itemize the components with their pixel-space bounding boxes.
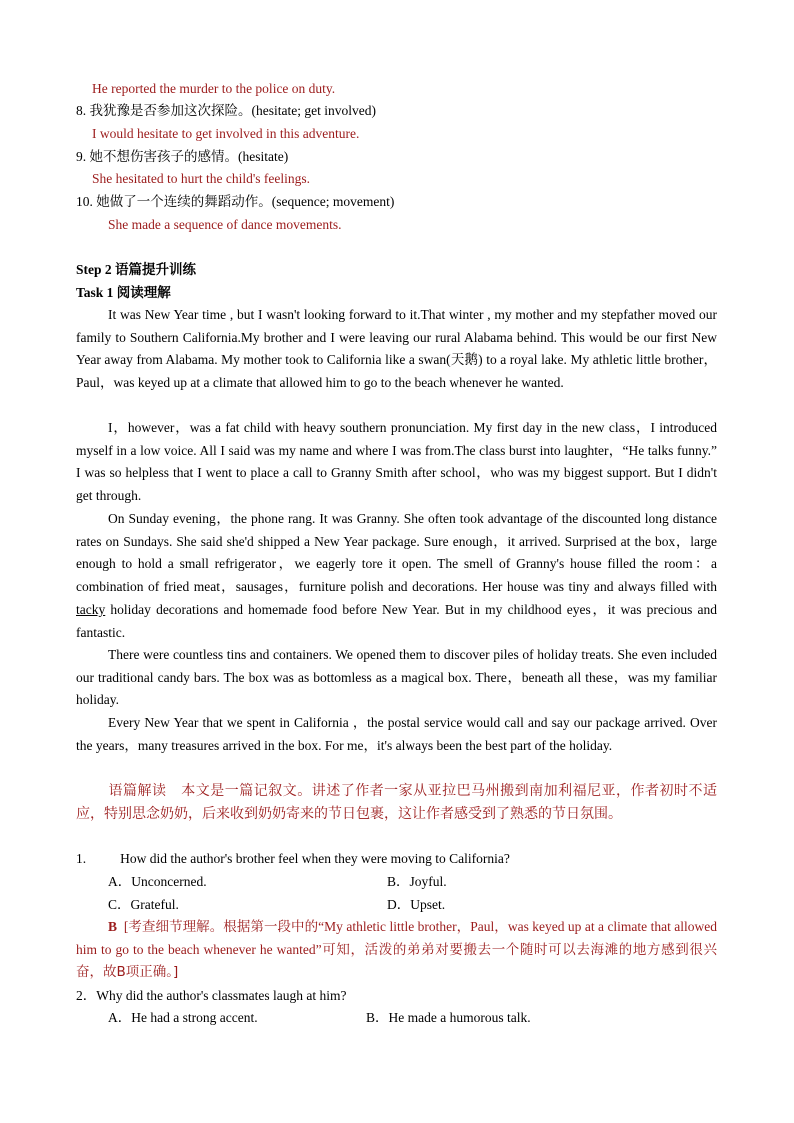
item-8 — [76, 100, 376, 122]
item-number: 8. — [76, 103, 87, 118]
item-number: 10. — [76, 194, 93, 209]
item-7-answer: He reported the murder to the police on duty. — [92, 81, 336, 96]
q2-option-b[interactable]: B．He made a humorous talk. — [366, 1010, 531, 1025]
item-8-answer: I would hesitate to get involved in this adventure. — [92, 126, 360, 141]
item-hint: (hesitate; get involved) — [251, 103, 376, 118]
question-number: 2． — [76, 988, 97, 1003]
question-1 — [76, 848, 510, 870]
item-hint: (sequence; movement) — [271, 194, 395, 209]
task-label: Task 1 — [76, 285, 114, 300]
step-label: Step 2 — [76, 262, 112, 277]
question-2 — [76, 985, 347, 1007]
passage-paragraph-4: There were countless tins and containers. We opened them to discover piles of holiday treats. She even included our traditional candy bars. The box was as bottomless as a magical box. There，beneath all these，was my familiar holiday. — [76, 647, 717, 708]
step-title: 语篇提升训练 — [115, 262, 197, 278]
item-hint: (hesitate) — [238, 149, 289, 164]
answer-key: B — [108, 919, 118, 934]
task-heading — [76, 282, 171, 304]
item-10 — [76, 191, 394, 213]
question-text: How did the author's brother feel when they were moving to California? — [120, 851, 510, 866]
option-d[interactable]: D．Upset. — [387, 897, 446, 912]
item-9 — [76, 146, 288, 168]
underlined-word: tacky — [76, 601, 106, 617]
question-1-explanation: B [考查细节理解。根据第一段中的“My athletic little brother，Paul，was keyed up at a climate that allowed him to go to the beach whenever he wanted”可知，活泼的弟弟对要搬去一个随时可以去海滩的地方感到很兴奋，故B项正确。] — [76, 919, 718, 981]
item-number: 9. — [76, 149, 87, 164]
q2-option-a[interactable]: A．He had a strong accent. — [108, 1010, 258, 1025]
option-a[interactable]: A．Unconcerned. — [108, 874, 207, 889]
passage-paragraph-3: On Sunday evening，the phone rang. It was Granny. She often took advantage of the discounted long distance rates on Sundays. She said she'd shipped a New Year package. Sure enough，it arrived. Surprised at the box，large enough to hold a small refrigerator，we eagerly tore it open. The smell of Granny's house filled the room：a combination of fried meat，sausages，furniture polish and decorations. Her house was tiny and always filled with tacky holiday decorations and homemade food before New Year. But in my childhood eyes，it was precious and fantastic. — [76, 511, 717, 640]
option-c[interactable]: C．Grateful. — [108, 897, 179, 912]
passage-paragraph-5: Every New Year that we spent in California ，the postal service would call and say our package arrived. Over the years，many treasures arrived in the box. For me，it's always been the best part of the holiday. — [76, 715, 717, 753]
analysis-label: 语篇解读 — [108, 783, 167, 799]
question-text: Why did the author's classmates laugh at him? — [96, 988, 347, 1003]
item-9-answer: She hesitated to hurt the child's feelings. — [92, 171, 311, 186]
item-10-answer: She made a sequence of dance movements. — [108, 217, 342, 232]
option-b[interactable]: B．Joyful. — [387, 874, 447, 889]
item-prompt: 我犹豫是否参加这次探险。 — [89, 103, 252, 119]
passage-paragraph-1: It was New Year time , but I wasn't looking forward to it.That winter , my mother and my stepfather moved our family to Southern California.My brother and I were leaving our rural Alabama behind. This would be our first New Year away from Alabama. My mother took to California like a swan(天鹅) to a royal lake. My athletic little brother，Paul，was keyed up at a climate that allowed him to go to the beach whenever he wanted. — [76, 307, 717, 391]
analysis-text: 本文是一篇记叙文。讲述了作者一家从亚拉巴马州搬到南加利福尼亚，作者初时不适应，特别思念奶奶，后来收到奶奶寄来的节日包裹，这让作者感受到了熟悉的节日氛围。 — [76, 783, 718, 822]
question-number: 1. — [76, 851, 87, 866]
passage-analysis — [76, 780, 717, 825]
item-prompt: 她不想伤害孩子的感情。 — [89, 149, 238, 165]
passage-paragraph-2: I，however，was a fat child with heavy southern pronunciation. My first day in the new class，I introduced myself in a low voice. All I said was my name and where I was from.The class burst into laughter，“He talks funny.” I was so helpless that I went to place a call to Granny Smith after school，who was my biggest support. But I didn't get through. — [76, 420, 717, 504]
step-heading — [76, 259, 196, 281]
item-prompt: 她做了一个连续的舞蹈动作。 — [96, 194, 272, 210]
task-title: 阅读理解 — [116, 285, 171, 301]
